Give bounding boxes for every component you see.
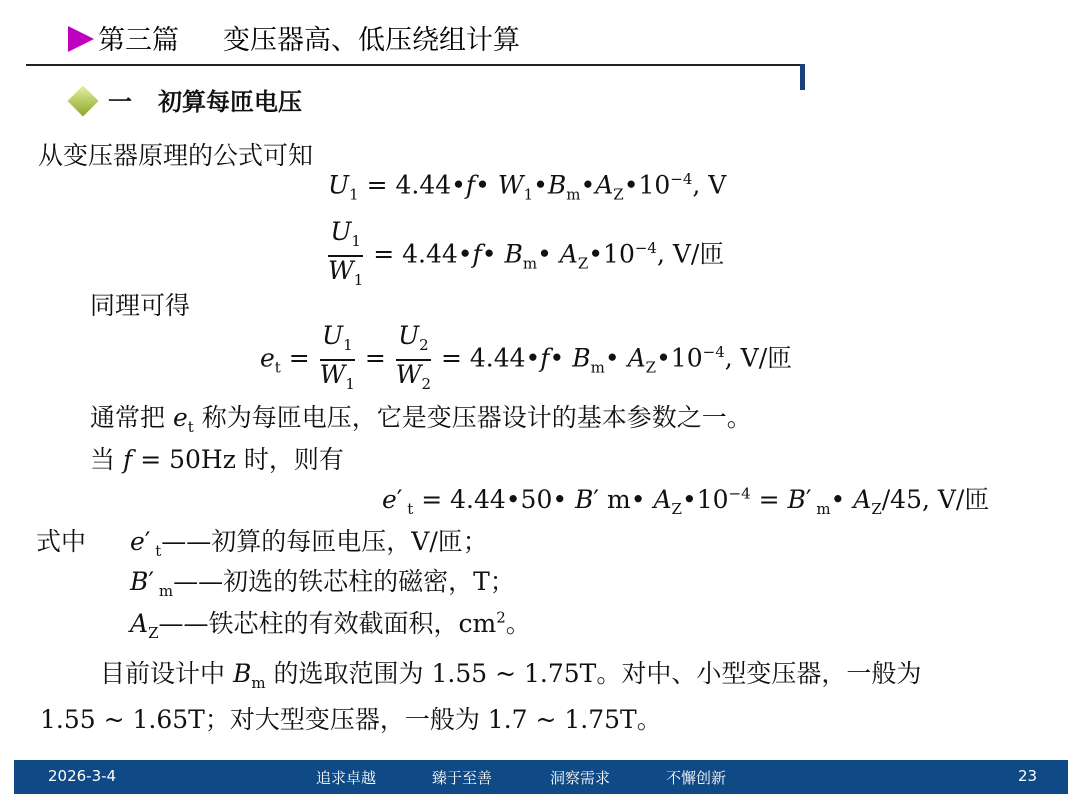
footer-slogan-2: 臻于至善 bbox=[432, 769, 493, 787]
header-divider bbox=[26, 64, 802, 66]
footer-bar bbox=[14, 760, 1068, 794]
condition-text: 当 f = 50Hz 时，则有 bbox=[90, 445, 344, 474]
formula-u1: $U_1$ = 4.44•f• $W_1•B_m•A_Z•10^{-4}$, V bbox=[328, 170, 727, 204]
chapter-title: 变压器高、低压绕组计算 bbox=[223, 25, 520, 56]
def-az: $A_Z——$铁芯柱的有效截面积，$cm^2$。 bbox=[130, 608, 531, 642]
range-text-2: 1.55 ~ 1.65T；对大型变压器，一般为 1.7 ~ 1.75T。 bbox=[40, 705, 662, 734]
formula-et-prime: e′ $_t$ = 4.44•50• B′ m• $A_Z•10^{-4} = B'$ $_m$• $A_Z/45$, V/匝 bbox=[382, 484, 990, 518]
section-number: 一 bbox=[108, 88, 132, 116]
arrow-icon bbox=[68, 26, 94, 52]
range-text-1: 目前设计中 $B_m$ 的选取范围为 1.55 ~ 1.75T。对中、小型变压器，一般为 bbox=[100, 659, 922, 692]
definition-text: 通常把 $e_t$ 称为每匝电压，它是变压器设计的基本参数之一。 bbox=[90, 403, 752, 436]
def-bm-prime: B′ $_m$——初选的铁芯柱的磁密，T； bbox=[130, 567, 515, 600]
footer-slogan-3: 洞察需求 bbox=[550, 769, 611, 787]
footer-date: 2026-3-4 bbox=[48, 767, 117, 785]
where-label: 式中 bbox=[36, 527, 87, 556]
footer-slogan-1: 追求卓越 bbox=[316, 769, 377, 787]
footer-slogan-4: 不懈创新 bbox=[666, 769, 727, 787]
page-number: 23 bbox=[1018, 767, 1038, 785]
section-title: 初算每匝电压 bbox=[158, 88, 302, 116]
intro-text: 从变压器原理的公式可知 bbox=[38, 141, 314, 170]
diamond-bullet-icon bbox=[67, 85, 98, 116]
formula-et: $e_t$ = $\frac{U_1}{W_1}$ = $\frac{U_2}{W_2}$ = 4.44•f• $B_m•$ $A_Z•10^{-4}$, V/匝 bbox=[260, 321, 793, 393]
part-label: 第三篇 bbox=[98, 25, 179, 56]
same-text: 同理可得 bbox=[90, 291, 191, 320]
formula-u1-w1: $\frac{U_1}{W_1}$ = 4.44•f• $B_m•$ $A_Z•10^{-4}$, V/匝 bbox=[328, 217, 725, 289]
slide-title bbox=[68, 18, 520, 57]
def-et-prime: e′ $_t$——初算的每匝电压，V/匝； bbox=[130, 527, 488, 560]
section-heading bbox=[66, 82, 302, 117]
header-divider-end bbox=[800, 64, 805, 90]
